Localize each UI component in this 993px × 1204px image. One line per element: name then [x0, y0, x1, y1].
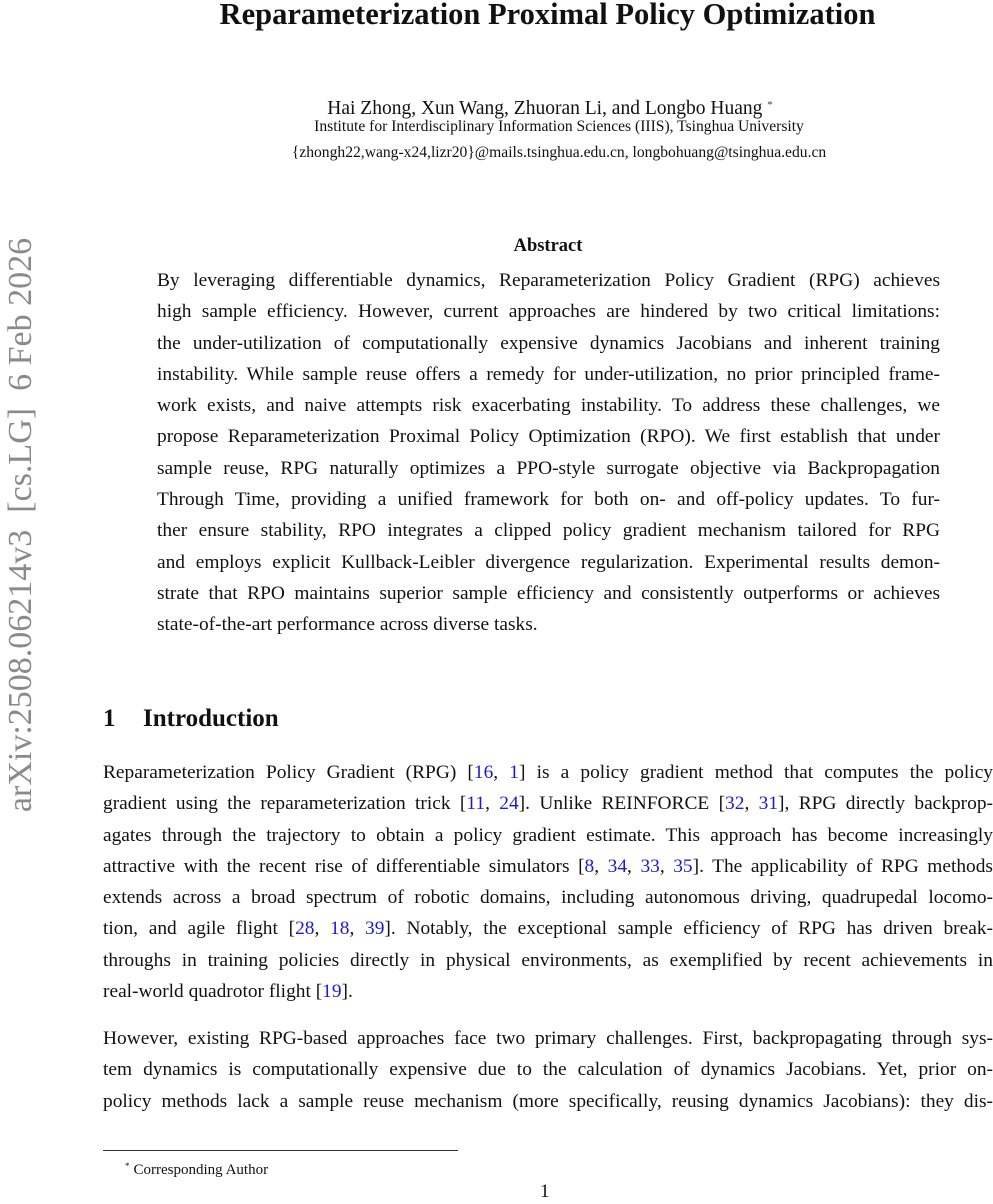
- text-line: tem dynamics is computationally expensive due to the calculation of dynamics Jacobians. Yet, prior on-: [103, 1059, 993, 1081]
- text-line: the under-utilization of computationally expensive dynamics Jacobians and inherent training: [157, 332, 940, 354]
- text-line: extends across a broad spectrum of robotic domains, including autonomous driving, quadrupedal locomo-: [103, 887, 993, 909]
- intro-paragraph-2: [103, 1023, 993, 1117]
- text-line: work exists, and naive attempts risk exacerbating instability. To address these challenges, we: [157, 395, 940, 417]
- citation-link[interactable]: 11: [466, 793, 486, 815]
- text-line: gradient using the reparameterization trick [11, 24]. Unlike REINFORCE [32, 31], RPG directly backprop-: [103, 793, 993, 815]
- author-names: Hai Zhong, Xun Wang, Zhuoran Li, and Longbo Huang: [327, 98, 763, 119]
- text-line: state-of-the-art performance across diverse tasks.: [157, 614, 538, 636]
- citation-link[interactable]: 8: [584, 855, 595, 877]
- citation-link[interactable]: 34: [607, 855, 628, 877]
- citation-link[interactable]: 1: [509, 762, 519, 783]
- text-line: attractive with the recent rise of differentiable simulators [8, 34, 33, 35]. The applicability of RPG methods: [103, 855, 993, 877]
- arxiv-identifier-stamp: arXiv:2508.06214v3 [cs.LG] 6 Feb 2026: [2, 237, 39, 813]
- text-line: propose Reparameterization Proximal Policy Optimization (RPO). We first establish that under: [157, 426, 940, 448]
- text-line: By leveraging differentiable dynamics, Reparameterization Policy Gradient (RPG) achieves: [157, 270, 940, 291]
- text-line: However, existing RPG-based approaches face two primary challenges. First, backpropagating through sys-: [103, 1028, 993, 1049]
- text-line: ther ensure stability, RPO integrates a clipped policy gradient mechanism tailored for RPG: [157, 520, 940, 542]
- text-line: throughs in training policies directly in physical environments, as exemplified by recent achievements in: [103, 949, 993, 971]
- citation-link[interactable]: 33: [640, 855, 660, 877]
- affiliation-block: [0, 114, 993, 166]
- citation-link[interactable]: 19: [322, 981, 342, 1003]
- corresponding-author-mark: *: [767, 99, 773, 111]
- author-emails: {zhongh22,wang-x24,lizr20}@mails.tsinghua.edu.cn, longbohuang@tsinghua.edu.cn: [291, 144, 827, 161]
- text-line: Through Time, providing a unified framework for both on- and off-policy updates. To fur-: [157, 489, 940, 511]
- text-line: Reparameterization Policy Gradient (RPG) [16, 1] is a policy gradient method that computes the policy: [103, 762, 993, 783]
- text-line: instability. While sample reuse offers a remedy for under-utilization, no prior principled frame-: [157, 363, 940, 385]
- citation-link[interactable]: 24: [499, 793, 519, 815]
- text-line: real-world quadrotor flight [19].: [103, 981, 353, 1003]
- text-line: strate that RPO maintains superior sample efficiency and consistently outperforms or achieves: [157, 582, 940, 604]
- footnote-text: Corresponding Author: [133, 1162, 269, 1178]
- citation-link[interactable]: 16: [473, 762, 494, 783]
- text-line: tion, and agile flight [28, 18, 39]. Notably, the exceptional sample efficiency of RPG has driven break-: [103, 918, 993, 940]
- citation-link[interactable]: 39: [365, 918, 385, 940]
- citation-link[interactable]: 18: [330, 918, 350, 940]
- citation-link[interactable]: 28: [295, 918, 315, 940]
- text-line: agates through the trajectory to obtain a policy gradient estimate. This approach has become increasingly: [103, 824, 993, 846]
- footnote-mark: *: [125, 1161, 130, 1171]
- citation-link[interactable]: 35: [673, 855, 693, 877]
- page-number: 1: [540, 1181, 550, 1202]
- abstract-heading: Abstract: [513, 236, 583, 256]
- citation-link[interactable]: 32: [725, 793, 745, 815]
- affiliation: Institute for Interdisciplinary Information Sciences (IIIS), Tsinghua University: [314, 118, 804, 135]
- abstract-body: [157, 265, 940, 641]
- text-line: high sample efficiency. However, current approaches are hindered by two critical limitations:: [157, 301, 940, 323]
- intro-paragraph-1: [103, 757, 993, 1007]
- section-number: 1: [103, 705, 116, 732]
- text-line: sample reuse, RPG naturally optimizes a PPO-style surrogate objective via Backpropagation: [157, 457, 940, 479]
- footnote: [125, 1156, 268, 1180]
- text-line: and employs explicit Kullback-Leibler divergence regularization. Experimental results demon-: [157, 551, 940, 573]
- paper-title: Reparameterization Proximal Policy Optimization: [219, 0, 876, 31]
- section-heading: Introduction: [143, 705, 279, 732]
- text-line: policy methods lack a sample reuse mechanism (more specifically, reusing dynamics Jacobians): they dis-: [103, 1090, 993, 1112]
- footnote-divider: [103, 1150, 458, 1151]
- citation-link[interactable]: 31: [758, 793, 779, 815]
